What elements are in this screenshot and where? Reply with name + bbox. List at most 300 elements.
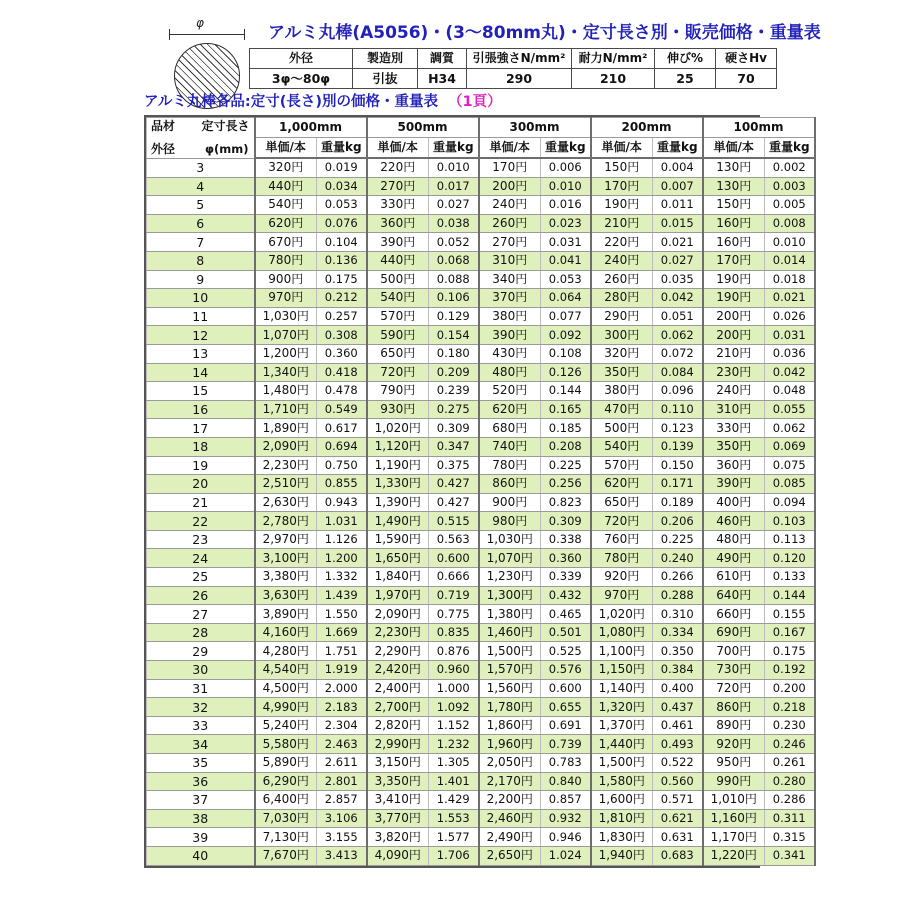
page-title: アルミ丸棒(A5056)・(3～80mm丸)・定寸長さ別・販売価格・重量表 [268,23,821,43]
cell-unit-price-4: 1,500円 [591,754,653,773]
cell-unit-price-2: 4,090円 [367,846,429,865]
cell-unit-price-5: 200円 [703,307,765,326]
cell-unit-price-3: 270円 [479,233,541,252]
cell-unit-price-3: 860円 [479,475,541,494]
spec-header-row [250,49,777,69]
cell-unit-price-1: 7,670円 [255,846,317,865]
cell-unit-price-4: 240円 [591,251,653,270]
table-row [147,270,815,289]
cell-weight-4: 0.171 [653,475,703,494]
cell-weight-3: 0.360 [541,549,591,568]
cell-unit-price-1: 970円 [255,289,317,308]
cell-unit-price-1: 5,240円 [255,716,317,735]
cell-weight-4: 0.631 [653,828,703,847]
header-weight-5: 重量kg [765,138,815,159]
table-row [147,196,815,215]
cell-unit-price-5: 210円 [703,344,765,363]
cell-unit-price-1: 540円 [255,196,317,215]
cell-unit-price-4: 220円 [591,233,653,252]
cell-weight-4: 0.206 [653,512,703,531]
cell-weight-5: 0.103 [765,512,815,531]
cell-weight-3: 0.023 [541,214,591,233]
cell-weight-2: 0.017 [429,177,479,196]
cell-unit-price-1: 4,280円 [255,642,317,661]
cell-unit-price-4: 570円 [591,456,653,475]
price-weight-table-wrapper [144,115,810,868]
cell-weight-4: 0.051 [653,307,703,326]
cell-unit-price-2: 650円 [367,344,429,363]
cell-unit-price-1: 2,510円 [255,475,317,494]
cell-unit-price-1: 1,200円 [255,344,317,363]
cell-unit-price-3: 380円 [479,307,541,326]
cell-unit-price-1: 2,090円 [255,437,317,456]
cell-outer-diameter: 31 [147,679,255,698]
spec-value-outer-diameter: 3φ～80φ [250,69,353,89]
spec-header-hardness: 硬さHv [716,49,777,69]
cell-weight-5: 0.003 [765,177,815,196]
cell-unit-price-4: 190円 [591,196,653,215]
cell-unit-price-3: 1,780円 [479,698,541,717]
cell-weight-1: 0.212 [317,289,367,308]
cell-weight-1: 3.155 [317,828,367,847]
cell-weight-3: 0.576 [541,661,591,680]
cell-weight-4: 0.015 [653,214,703,233]
cell-weight-4: 0.007 [653,177,703,196]
cell-weight-2: 1.305 [429,754,479,773]
cell-unit-price-2: 330円 [367,196,429,215]
page-number-badge: （1頁） [447,94,502,110]
cell-unit-price-2: 3,820円 [367,828,429,847]
cell-unit-price-5: 1,220円 [703,846,765,865]
cell-weight-5: 0.120 [765,549,815,568]
cell-weight-5: 0.341 [765,846,815,865]
cell-unit-price-5: 150円 [703,196,765,215]
cell-unit-price-3: 1,030円 [479,530,541,549]
cell-outer-diameter: 33 [147,716,255,735]
cell-weight-5: 0.026 [765,307,815,326]
cell-unit-price-3: 2,650円 [479,846,541,865]
cell-unit-price-1: 1,070円 [255,326,317,345]
cell-weight-5: 0.075 [765,456,815,475]
cell-unit-price-4: 260円 [591,270,653,289]
cell-weight-4: 0.225 [653,530,703,549]
cell-weight-2: 0.347 [429,437,479,456]
cell-unit-price-5: 390円 [703,475,765,494]
cell-weight-3: 0.064 [541,289,591,308]
cell-weight-2: 1.401 [429,772,479,791]
cell-unit-price-5: 200円 [703,326,765,345]
cell-weight-5: 0.280 [765,772,815,791]
cell-weight-4: 0.035 [653,270,703,289]
table-body [147,158,815,865]
cell-outer-diameter: 13 [147,344,255,363]
cell-weight-5: 0.008 [765,214,815,233]
cell-unit-price-2: 1,840円 [367,568,429,587]
cell-weight-2: 0.010 [429,158,479,177]
cell-unit-price-3: 1,860円 [479,716,541,735]
cell-unit-price-3: 1,380円 [479,605,541,624]
cell-unit-price-4: 1,150円 [591,661,653,680]
cell-unit-price-2: 570円 [367,307,429,326]
cell-weight-4: 0.021 [653,233,703,252]
table-row [147,586,815,605]
length-group-header-4: 200mm [591,118,703,138]
table-row [147,754,815,773]
cell-unit-price-5: 460円 [703,512,765,531]
spec-value-proof-stress: 210 [572,69,655,89]
cell-unit-price-2: 2,400円 [367,679,429,698]
table-row [147,400,815,419]
cell-weight-4: 0.683 [653,846,703,865]
cell-unit-price-5: 700円 [703,642,765,661]
cell-weight-4: 0.027 [653,251,703,270]
cell-unit-price-2: 3,350円 [367,772,429,791]
cell-weight-4: 0.334 [653,623,703,642]
table-row [147,158,815,177]
cell-unit-price-4: 1,100円 [591,642,653,661]
cell-unit-price-3: 1,300円 [479,586,541,605]
cell-weight-3: 0.338 [541,530,591,549]
cell-unit-price-4: 1,580円 [591,772,653,791]
cell-weight-3: 0.077 [541,307,591,326]
cell-weight-1: 2.304 [317,716,367,735]
cell-outer-diameter: 17 [147,419,255,438]
cell-unit-price-4: 290円 [591,307,653,326]
cell-outer-diameter: 15 [147,382,255,401]
cell-unit-price-5: 610円 [703,568,765,587]
cell-unit-price-4: 1,830円 [591,828,653,847]
cell-unit-price-3: 1,460円 [479,623,541,642]
cell-weight-1: 2.801 [317,772,367,791]
cell-unit-price-2: 1,390円 [367,493,429,512]
cell-weight-4: 0.011 [653,196,703,215]
table-row [147,549,815,568]
cell-unit-price-4: 970円 [591,586,653,605]
cell-weight-2: 1.577 [429,828,479,847]
cell-unit-price-4: 1,810円 [591,809,653,828]
cell-unit-price-3: 1,570円 [479,661,541,680]
cell-weight-2: 0.275 [429,400,479,419]
cell-weight-4: 0.266 [653,568,703,587]
cell-outer-diameter: 39 [147,828,255,847]
cell-unit-price-3: 2,050円 [479,754,541,773]
cell-weight-5: 0.315 [765,828,815,847]
cell-unit-price-5: 240円 [703,382,765,401]
cell-weight-3: 0.031 [541,233,591,252]
cell-outer-diameter: 12 [147,326,255,345]
cell-unit-price-2: 2,820円 [367,716,429,735]
cell-outer-diameter: 9 [147,270,255,289]
cell-weight-1: 1.550 [317,605,367,624]
cell-weight-3: 0.108 [541,344,591,363]
cell-unit-price-2: 3,150円 [367,754,429,773]
cell-unit-price-2: 220円 [367,158,429,177]
cell-weight-4: 0.621 [653,809,703,828]
cell-unit-price-5: 190円 [703,270,765,289]
header-unit-price-2: 単価/本 [367,138,429,159]
cell-unit-price-1: 1,030円 [255,307,317,326]
cell-unit-price-4: 1,320円 [591,698,653,717]
cell-unit-price-5: 950円 [703,754,765,773]
cell-weight-5: 0.048 [765,382,815,401]
cell-outer-diameter: 36 [147,772,255,791]
cell-weight-4: 0.350 [653,642,703,661]
cell-weight-3: 0.006 [541,158,591,177]
cell-unit-price-5: 920円 [703,735,765,754]
cell-weight-4: 0.310 [653,605,703,624]
cell-weight-2: 0.180 [429,344,479,363]
cell-weight-4: 0.400 [653,679,703,698]
cell-unit-price-1: 4,540円 [255,661,317,680]
cell-weight-5: 0.133 [765,568,815,587]
cell-unit-price-5: 360円 [703,456,765,475]
dimension-tick-left [169,29,170,40]
corner-label-outer-diameter: 外径 [151,141,176,156]
length-group-header-2: 500mm [367,118,479,138]
cell-weight-3: 0.165 [541,400,591,419]
cell-outer-diameter: 29 [147,642,255,661]
cell-unit-price-3: 340円 [479,270,541,289]
cell-unit-price-3: 430円 [479,344,541,363]
cell-unit-price-2: 590円 [367,326,429,345]
cell-unit-price-2: 1,120円 [367,437,429,456]
cell-outer-diameter: 8 [147,251,255,270]
spec-table [249,48,777,89]
header-unit-price-3: 単価/本 [479,138,541,159]
cell-unit-price-1: 2,780円 [255,512,317,531]
cell-unit-price-4: 1,020円 [591,605,653,624]
cell-weight-2: 0.515 [429,512,479,531]
cell-unit-price-1: 620円 [255,214,317,233]
cell-weight-1: 0.053 [317,196,367,215]
cell-unit-price-4: 380円 [591,382,653,401]
cell-unit-price-3: 620円 [479,400,541,419]
spec-header-manufacture: 製造別 [353,49,418,69]
cell-unit-price-5: 990円 [703,772,765,791]
cell-unit-price-1: 2,970円 [255,530,317,549]
phi-dimension-label: φ [196,16,204,30]
cell-weight-1: 1.919 [317,661,367,680]
cell-weight-1: 0.549 [317,400,367,419]
cell-unit-price-3: 1,560円 [479,679,541,698]
cell-unit-price-4: 1,140円 [591,679,653,698]
cell-weight-2: 0.666 [429,568,479,587]
cell-weight-1: 0.034 [317,177,367,196]
cell-outer-diameter: 21 [147,493,255,512]
cell-weight-3: 0.840 [541,772,591,791]
cell-weight-2: 0.038 [429,214,479,233]
header-unit-price-5: 単価/本 [703,138,765,159]
cell-outer-diameter: 10 [147,289,255,308]
cell-weight-1: 0.360 [317,344,367,363]
cell-unit-price-2: 360円 [367,214,429,233]
cell-unit-price-5: 640円 [703,586,765,605]
cell-unit-price-4: 170円 [591,177,653,196]
cell-unit-price-2: 1,490円 [367,512,429,531]
cell-unit-price-2: 2,230円 [367,623,429,642]
cell-unit-price-2: 1,330円 [367,475,429,494]
cell-weight-4: 0.096 [653,382,703,401]
cell-unit-price-4: 1,080円 [591,623,653,642]
cell-unit-price-3: 740円 [479,437,541,456]
cell-weight-3: 0.256 [541,475,591,494]
cell-unit-price-3: 2,200円 [479,791,541,810]
cell-unit-price-3: 2,460円 [479,809,541,828]
table-row [147,437,815,456]
cell-weight-3: 0.932 [541,809,591,828]
cell-unit-price-2: 930円 [367,400,429,419]
spec-header-outer-diameter: 外径 [250,49,353,69]
cell-unit-price-1: 4,990円 [255,698,317,717]
cell-weight-5: 0.014 [765,251,815,270]
cell-weight-2: 0.129 [429,307,479,326]
cell-unit-price-2: 720円 [367,363,429,382]
dimension-line [169,34,245,35]
corner-label-fixed-length: 定寸長さ [201,119,250,133]
table-row [147,419,815,438]
cell-weight-4: 0.004 [653,158,703,177]
corner-label-phi-mm: φ(mm) [205,141,249,156]
cell-weight-4: 0.062 [653,326,703,345]
table-row [147,791,815,810]
table-row [147,642,815,661]
cell-unit-price-2: 3,770円 [367,809,429,828]
cell-unit-price-2: 2,990円 [367,735,429,754]
length-group-header-3: 300mm [479,118,591,138]
cell-weight-1: 3.106 [317,809,367,828]
table-row [147,382,815,401]
cell-unit-price-2: 1,650円 [367,549,429,568]
cell-weight-4: 0.560 [653,772,703,791]
cell-weight-1: 0.855 [317,475,367,494]
cell-outer-diameter: 27 [147,605,255,624]
cell-outer-diameter: 38 [147,809,255,828]
cell-unit-price-1: 7,130円 [255,828,317,847]
cell-unit-price-2: 2,090円 [367,605,429,624]
cell-outer-diameter: 23 [147,530,255,549]
cell-unit-price-3: 900円 [479,493,541,512]
cell-weight-2: 0.960 [429,661,479,680]
cell-weight-3: 0.946 [541,828,591,847]
cell-unit-price-4: 920円 [591,568,653,587]
cell-unit-price-3: 170円 [479,158,541,177]
cell-unit-price-2: 1,970円 [367,586,429,605]
cell-weight-3: 0.185 [541,419,591,438]
cell-weight-3: 0.432 [541,586,591,605]
cell-unit-price-3: 310円 [479,251,541,270]
cell-outer-diameter: 4 [147,177,255,196]
table-row [147,772,815,791]
cell-weight-5: 0.200 [765,679,815,698]
cell-unit-price-4: 470円 [591,400,653,419]
cell-outer-diameter: 20 [147,475,255,494]
cell-weight-3: 0.465 [541,605,591,624]
cell-weight-3: 0.783 [541,754,591,773]
table-row [147,679,815,698]
cell-weight-3: 0.823 [541,493,591,512]
cell-outer-diameter: 3 [147,158,255,177]
cell-unit-price-2: 1,020円 [367,419,429,438]
cell-weight-2: 0.427 [429,475,479,494]
cell-outer-diameter: 35 [147,754,255,773]
cell-weight-5: 0.018 [765,270,815,289]
cell-weight-5: 0.261 [765,754,815,773]
cell-weight-5: 0.144 [765,586,815,605]
cell-unit-price-3: 680円 [479,419,541,438]
cell-unit-price-5: 350円 [703,437,765,456]
cell-weight-5: 0.192 [765,661,815,680]
cell-weight-3: 0.208 [541,437,591,456]
cell-unit-price-1: 440円 [255,177,317,196]
cell-weight-5: 0.218 [765,698,815,717]
cell-unit-price-1: 4,500円 [255,679,317,698]
cell-unit-price-5: 190円 [703,289,765,308]
cell-outer-diameter: 25 [147,568,255,587]
cell-weight-5: 0.005 [765,196,815,215]
cell-weight-3: 0.600 [541,679,591,698]
cell-weight-4: 0.571 [653,791,703,810]
cell-weight-2: 1.000 [429,679,479,698]
cell-weight-3: 0.691 [541,716,591,735]
cell-unit-price-5: 720円 [703,679,765,698]
cell-weight-2: 0.375 [429,456,479,475]
header-weight-3: 重量kg [541,138,591,159]
cell-unit-price-3: 1,230円 [479,568,541,587]
cell-unit-price-1: 1,890円 [255,419,317,438]
table-row [147,363,815,382]
cell-unit-price-2: 2,290円 [367,642,429,661]
cell-weight-5: 0.021 [765,289,815,308]
table-row [147,289,815,308]
table-row [147,512,815,531]
length-group-header-row [147,118,815,138]
cell-weight-5: 0.069 [765,437,815,456]
cell-weight-2: 1.092 [429,698,479,717]
cell-weight-5: 0.230 [765,716,815,735]
cell-unit-price-4: 780円 [591,549,653,568]
cell-weight-2: 1.152 [429,716,479,735]
cell-weight-3: 0.016 [541,196,591,215]
cell-weight-4: 0.461 [653,716,703,735]
cell-weight-4: 0.042 [653,289,703,308]
cell-weight-3: 0.225 [541,456,591,475]
cell-weight-3: 0.857 [541,791,591,810]
cell-weight-4: 0.384 [653,661,703,680]
cell-weight-5: 0.175 [765,642,815,661]
spec-value-elongation: 25 [655,69,716,89]
cell-weight-2: 0.027 [429,196,479,215]
cell-weight-1: 1.031 [317,512,367,531]
table-row [147,828,815,847]
cell-unit-price-5: 130円 [703,177,765,196]
cell-weight-3: 0.309 [541,512,591,531]
cell-weight-4: 0.493 [653,735,703,754]
cell-unit-price-4: 320円 [591,344,653,363]
cell-weight-2: 0.563 [429,530,479,549]
cell-weight-3: 0.655 [541,698,591,717]
cell-unit-price-2: 2,700円 [367,698,429,717]
cell-unit-price-3: 1,500円 [479,642,541,661]
cell-weight-2: 0.876 [429,642,479,661]
length-group-header-5: 100mm [703,118,815,138]
cell-unit-price-2: 270円 [367,177,429,196]
cell-weight-1: 0.418 [317,363,367,382]
cell-outer-diameter: 14 [147,363,255,382]
table-row [147,661,815,680]
cell-weight-4: 0.437 [653,698,703,717]
cell-outer-diameter: 37 [147,791,255,810]
cell-unit-price-5: 490円 [703,549,765,568]
